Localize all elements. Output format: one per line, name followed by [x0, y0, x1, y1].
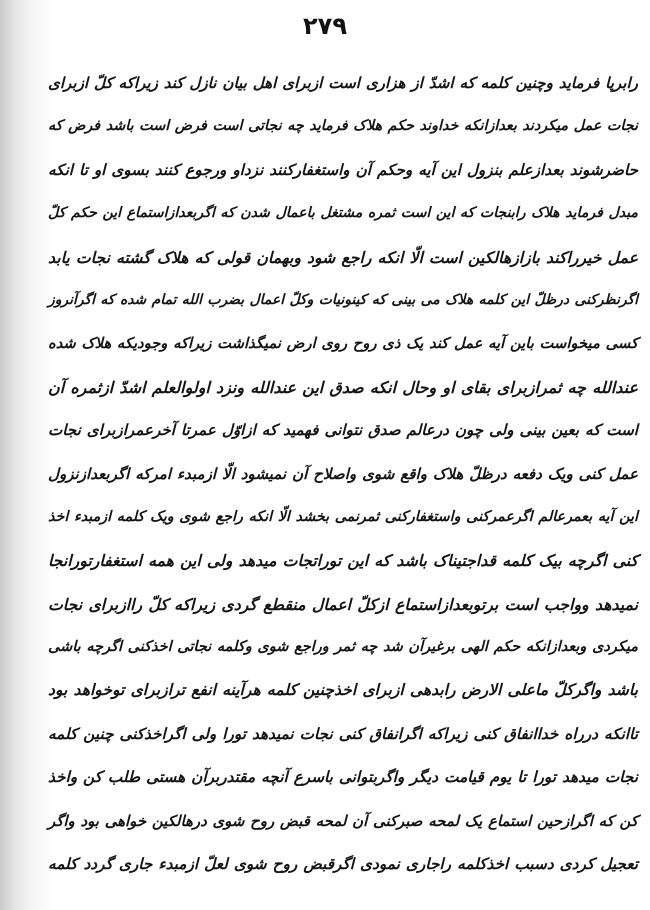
text-line: کن که اگرازحین استماع یک لمحه صبرکنی آن لمحه قبض روح شوی درهالکین خواهی بود واگر	[48, 811, 638, 830]
text-line: این آیه بعمرعالم اگرعمرکنی واستغفارکنی ثمرنمی بخشد الّا انکه راجع شوی ویک کلمه ازمبدء اخذ	[48, 508, 638, 525]
text-line: عمل کنی ویک دفعه درظلّ هلاک واقع شوی واصلاح آن نمیشود الّا ازمبدء امرکه اگربعدازنزول	[48, 464, 638, 483]
text-line: کسی میخواست باین آیه عمل کند یک ذی روح روی ارض نمیگذاشت زیراکه وجودیکه هلاک شده	[48, 335, 638, 353]
text-line: باشد واگرکلّ ماعلی الارض رابدهی ازبرای اخذچنین کلمه هرآینه انفع ترازبرای توخواهد بود	[48, 681, 638, 700]
text-line: است که بعین بینی ولی چون درعالم صدق نتوانی فهمید که ازاوّل عمرتا آخرعمرازبرای نجات	[48, 421, 638, 440]
text-line: مبدل فرماید هلاک رابنجات که این است ثمره مشتغل باعمال شدن که اگربعدازاستماع این حکم کلّ	[48, 205, 638, 222]
body-text	[48, 62, 638, 886]
text-line: عمل خیرراکند بازازهالکین است الّا انکه راجع شود وبهمان قولی که هلاک گشته نجات یابد	[48, 247, 638, 267]
text-line: حاضرشوند بعدازعلم بنزول این آیه وحکم آن واستغفارکنند نزداو ورجوع کنند بسوی او تا انکه	[48, 160, 638, 179]
text-line: کنی اگرچه بیک کلمه قداجتیناک باشد که این توراتجات میدهد ولی این همه استغفارتورانجا	[48, 551, 638, 571]
text-line: عندالله چه ثمرازبرای بقای او وحال انکه صدق این عندالله ونزد اولوالعلم اشدّ ازثمره آن	[48, 377, 638, 397]
text-line: تعجیل کردی دسبب اخذکلمه راجاری نمودی اگرقبض روح شوی لعلّ ازمبدء جاری گردد کلمه	[48, 855, 638, 874]
text-line: تاانکه درراه خداانفاق کنی زیراکه اگرانفاق کنی نجات نمیدهد تورا ولی اگراخذکنی چنین کلمه	[48, 724, 638, 743]
text-line: میکردی وبعدازانکه حکم الهی برغیرآن شد چه ثمر وراجع شوی وکلمه نجاتی اخذکنی اگرچه باشی	[48, 639, 638, 656]
text-line: نمیدهد وواجب است برتوبعدازاستماع ازکلّ اعمال منقطع گردی زیراکه کلّ راازبرای نجات	[48, 594, 638, 614]
text-line: نجات میدهد تورا تا یوم قیامت دیگر واگربتوانی باسرع آنچه مقتدربرآن هستی طلب کن واخذ	[48, 768, 638, 787]
text-line: اگرنظرکنی درظلّ این کلمه هلاک می بینی که کینونیات وکلّ اعمال بضرب الله تمام شده که اگرآنروز	[48, 291, 638, 308]
text-line: نجات عمل میکردند بعدازانکه خداوند حکم هلاک فرماید چه نجاتی است فرض است باشد فرض که	[48, 118, 638, 135]
page-number: ۲۷۹	[303, 12, 347, 40]
text-line: رابرپا فرماید وچنین کلمه که اشدّ از هزاری است ازبرای اهل بیان نازل کند زیراکه کلّ ازبرای	[48, 74, 638, 92]
